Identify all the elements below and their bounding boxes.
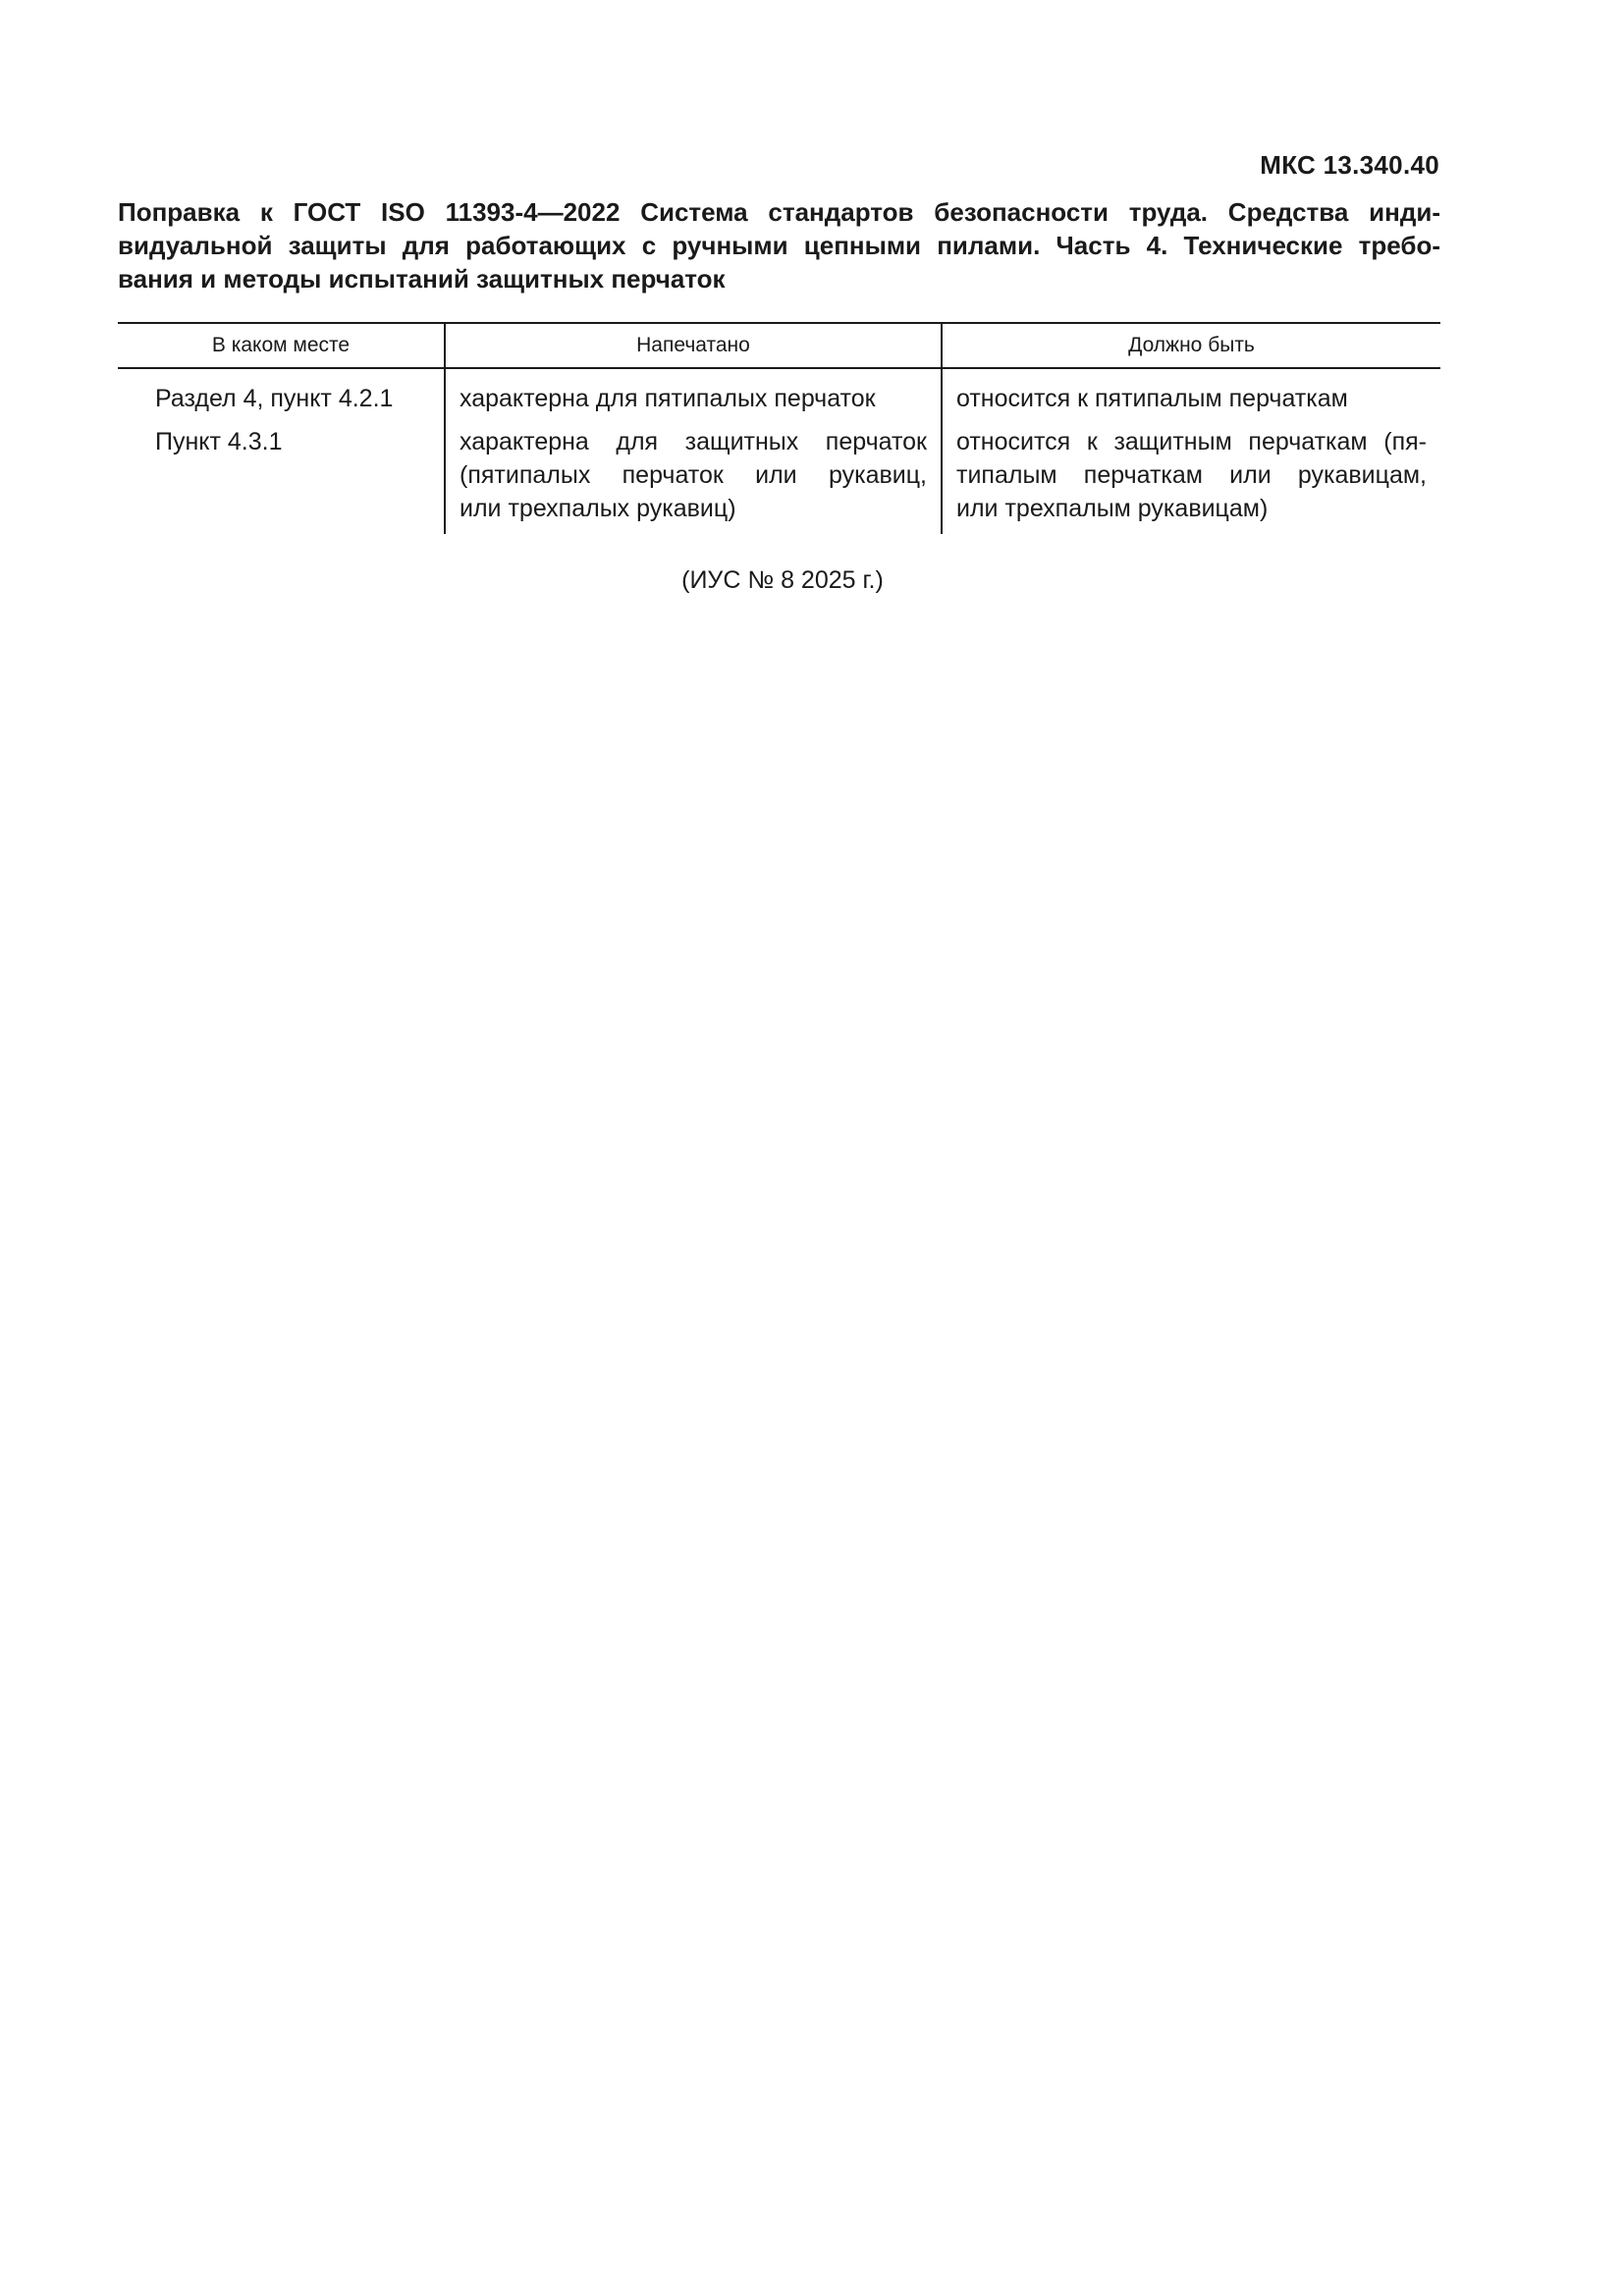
cell-line: относится к пятипалым перчаткам bbox=[956, 385, 1348, 412]
cell-printed bbox=[445, 368, 942, 420]
cell-line: характерна для защитных перчаток bbox=[460, 428, 927, 455]
cell-line: (пятипалых перчаток или рукавиц, bbox=[460, 461, 927, 489]
column-header-printed: Напечатано bbox=[445, 323, 942, 368]
column-header-place: В каком месте bbox=[118, 323, 445, 368]
cell-place: Пункт 4.3.1 bbox=[155, 428, 283, 455]
table-row bbox=[118, 368, 1440, 420]
title-line: видуальной защиты для работающих с ручными цепными пилами. Часть 4. Технические требо- bbox=[118, 231, 1440, 260]
document-title bbox=[118, 195, 1440, 295]
cell-should-be bbox=[942, 368, 1440, 420]
title-line: вания и методы испытаний защитных перчаток bbox=[118, 264, 726, 294]
cell-place: Раздел 4, пункт 4.2.1 bbox=[155, 385, 394, 412]
mks-code: МКС 13.340.40 bbox=[1260, 150, 1439, 180]
cell-line: или трехпалым рукавицам) bbox=[956, 495, 1269, 522]
cell-printed bbox=[445, 420, 942, 534]
table-header-row bbox=[118, 323, 1440, 368]
source-reference: (ИУС № 8 2025 г.) bbox=[681, 566, 884, 594]
cell-line: относится к защитным перчаткам (пя- bbox=[956, 428, 1427, 455]
column-header-should-be: Должно быть bbox=[942, 323, 1440, 368]
cell-line: или трехпалых рукавиц) bbox=[460, 495, 736, 522]
cell-line: характерна для пятипалых перчаток bbox=[460, 385, 876, 412]
cell-line: типалым перчаткам или рукавицам, bbox=[956, 461, 1427, 489]
table-row bbox=[118, 420, 1440, 534]
correction-table bbox=[118, 322, 1440, 534]
title-line: Поправка к ГОСТ ISO 11393-4—2022 Система стандартов безопасности труда. Средства инди- bbox=[118, 197, 1440, 227]
cell-should-be bbox=[942, 420, 1440, 534]
